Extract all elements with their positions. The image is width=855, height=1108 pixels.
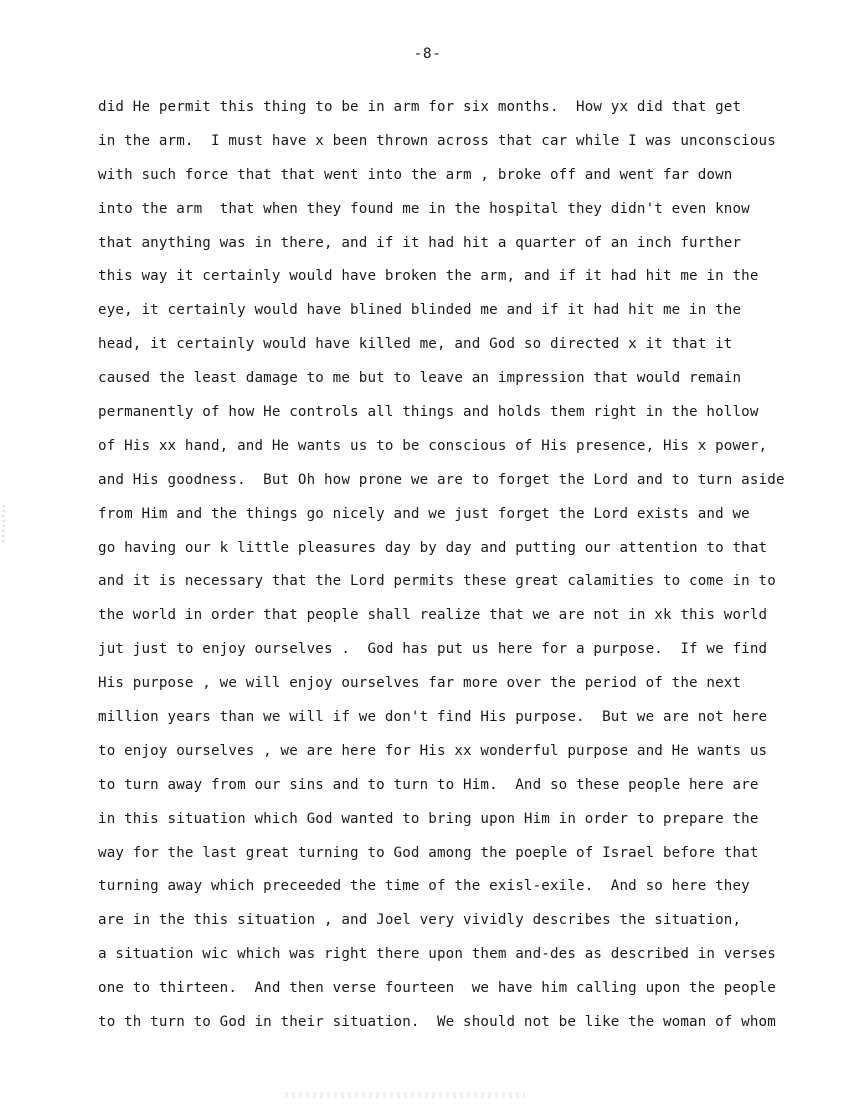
- text-line: from Him and the things go nicely and we just forget the Lord exists and we: [98, 505, 750, 522]
- page-body-text: [98, 96, 838, 1045]
- text-line: go having our k little pleasures day by day and putting our attention to that: [98, 539, 768, 556]
- scan-bleed-through: [285, 1092, 525, 1098]
- text-line: to turn away from our sins and to turn to Him. And so these people here are: [98, 776, 759, 793]
- text-line: this way it certainly would have broken the arm, and if it had hit me in the: [98, 268, 759, 285]
- text-line: that anything was in there, and if it had hit a quarter of an inch further: [98, 234, 742, 251]
- text-line: to th turn to God in their situation. We should not be like the woman of whom: [98, 1014, 776, 1031]
- text-line: one to thirteen. And then verse fourteen we have him calling upon the people: [98, 980, 776, 997]
- scan-margin-mark: [2, 505, 5, 545]
- text-line: and it is necessary that the Lord permits these great calamities to come in to: [98, 573, 776, 590]
- text-line: jut just to enjoy ourselves . God has put us here for a purpose. If we find: [98, 641, 768, 658]
- text-line: head, it certainly would have killed me, and God so directed x it that it: [98, 336, 733, 353]
- text-line: million years than we will if we don't find His purpose. But we are not here: [98, 709, 768, 726]
- page-number: -8-: [413, 46, 442, 62]
- text-line: in this situation which God wanted to bring upon Him in order to prepare the: [98, 810, 759, 827]
- text-line: of His xx hand, and He wants us to be conscious of His presence, His x power,: [98, 437, 768, 454]
- text-line: in the arm. I must have x been thrown across that car while I was unconscious: [98, 132, 776, 149]
- text-line: with such force that that went into the arm , broke off and went far down: [98, 166, 733, 183]
- text-line: His purpose , we will enjoy ourselves far more over the period of the next: [98, 675, 742, 692]
- text-line: to enjoy ourselves , we are here for His xx wonderful purpose and He wants us: [98, 742, 768, 759]
- text-line: are in the this situation , and Joel very vividly describes the situation,: [98, 912, 742, 929]
- text-line: caused the least damage to me but to leave an impression that would remain: [98, 370, 742, 387]
- text-line: a situation wic which was right there upon them and-des as described in verses: [98, 946, 776, 963]
- text-line: way for the last great turning to God among the poeple of Israel before that: [98, 844, 759, 861]
- text-line: the world in order that people shall realize that we are not in xk this world: [98, 607, 768, 624]
- text-line: permanently of how He controls all things and holds them right in the hollow: [98, 404, 759, 421]
- text-line: turning away which preceeded the time of the exisl-exile. And so here they: [98, 878, 750, 895]
- text-line: did He permit this thing to be in arm for six months. How yx did that get: [98, 99, 742, 115]
- text-line: and His goodness. But Oh how prone we are to forget the Lord and to turn aside: [98, 471, 785, 488]
- text-line: eye, it certainly would have blined blinded me and if it had hit me in the: [98, 302, 742, 319]
- text-line: into the arm that when they found me in the hospital they didn't even know: [98, 200, 750, 217]
